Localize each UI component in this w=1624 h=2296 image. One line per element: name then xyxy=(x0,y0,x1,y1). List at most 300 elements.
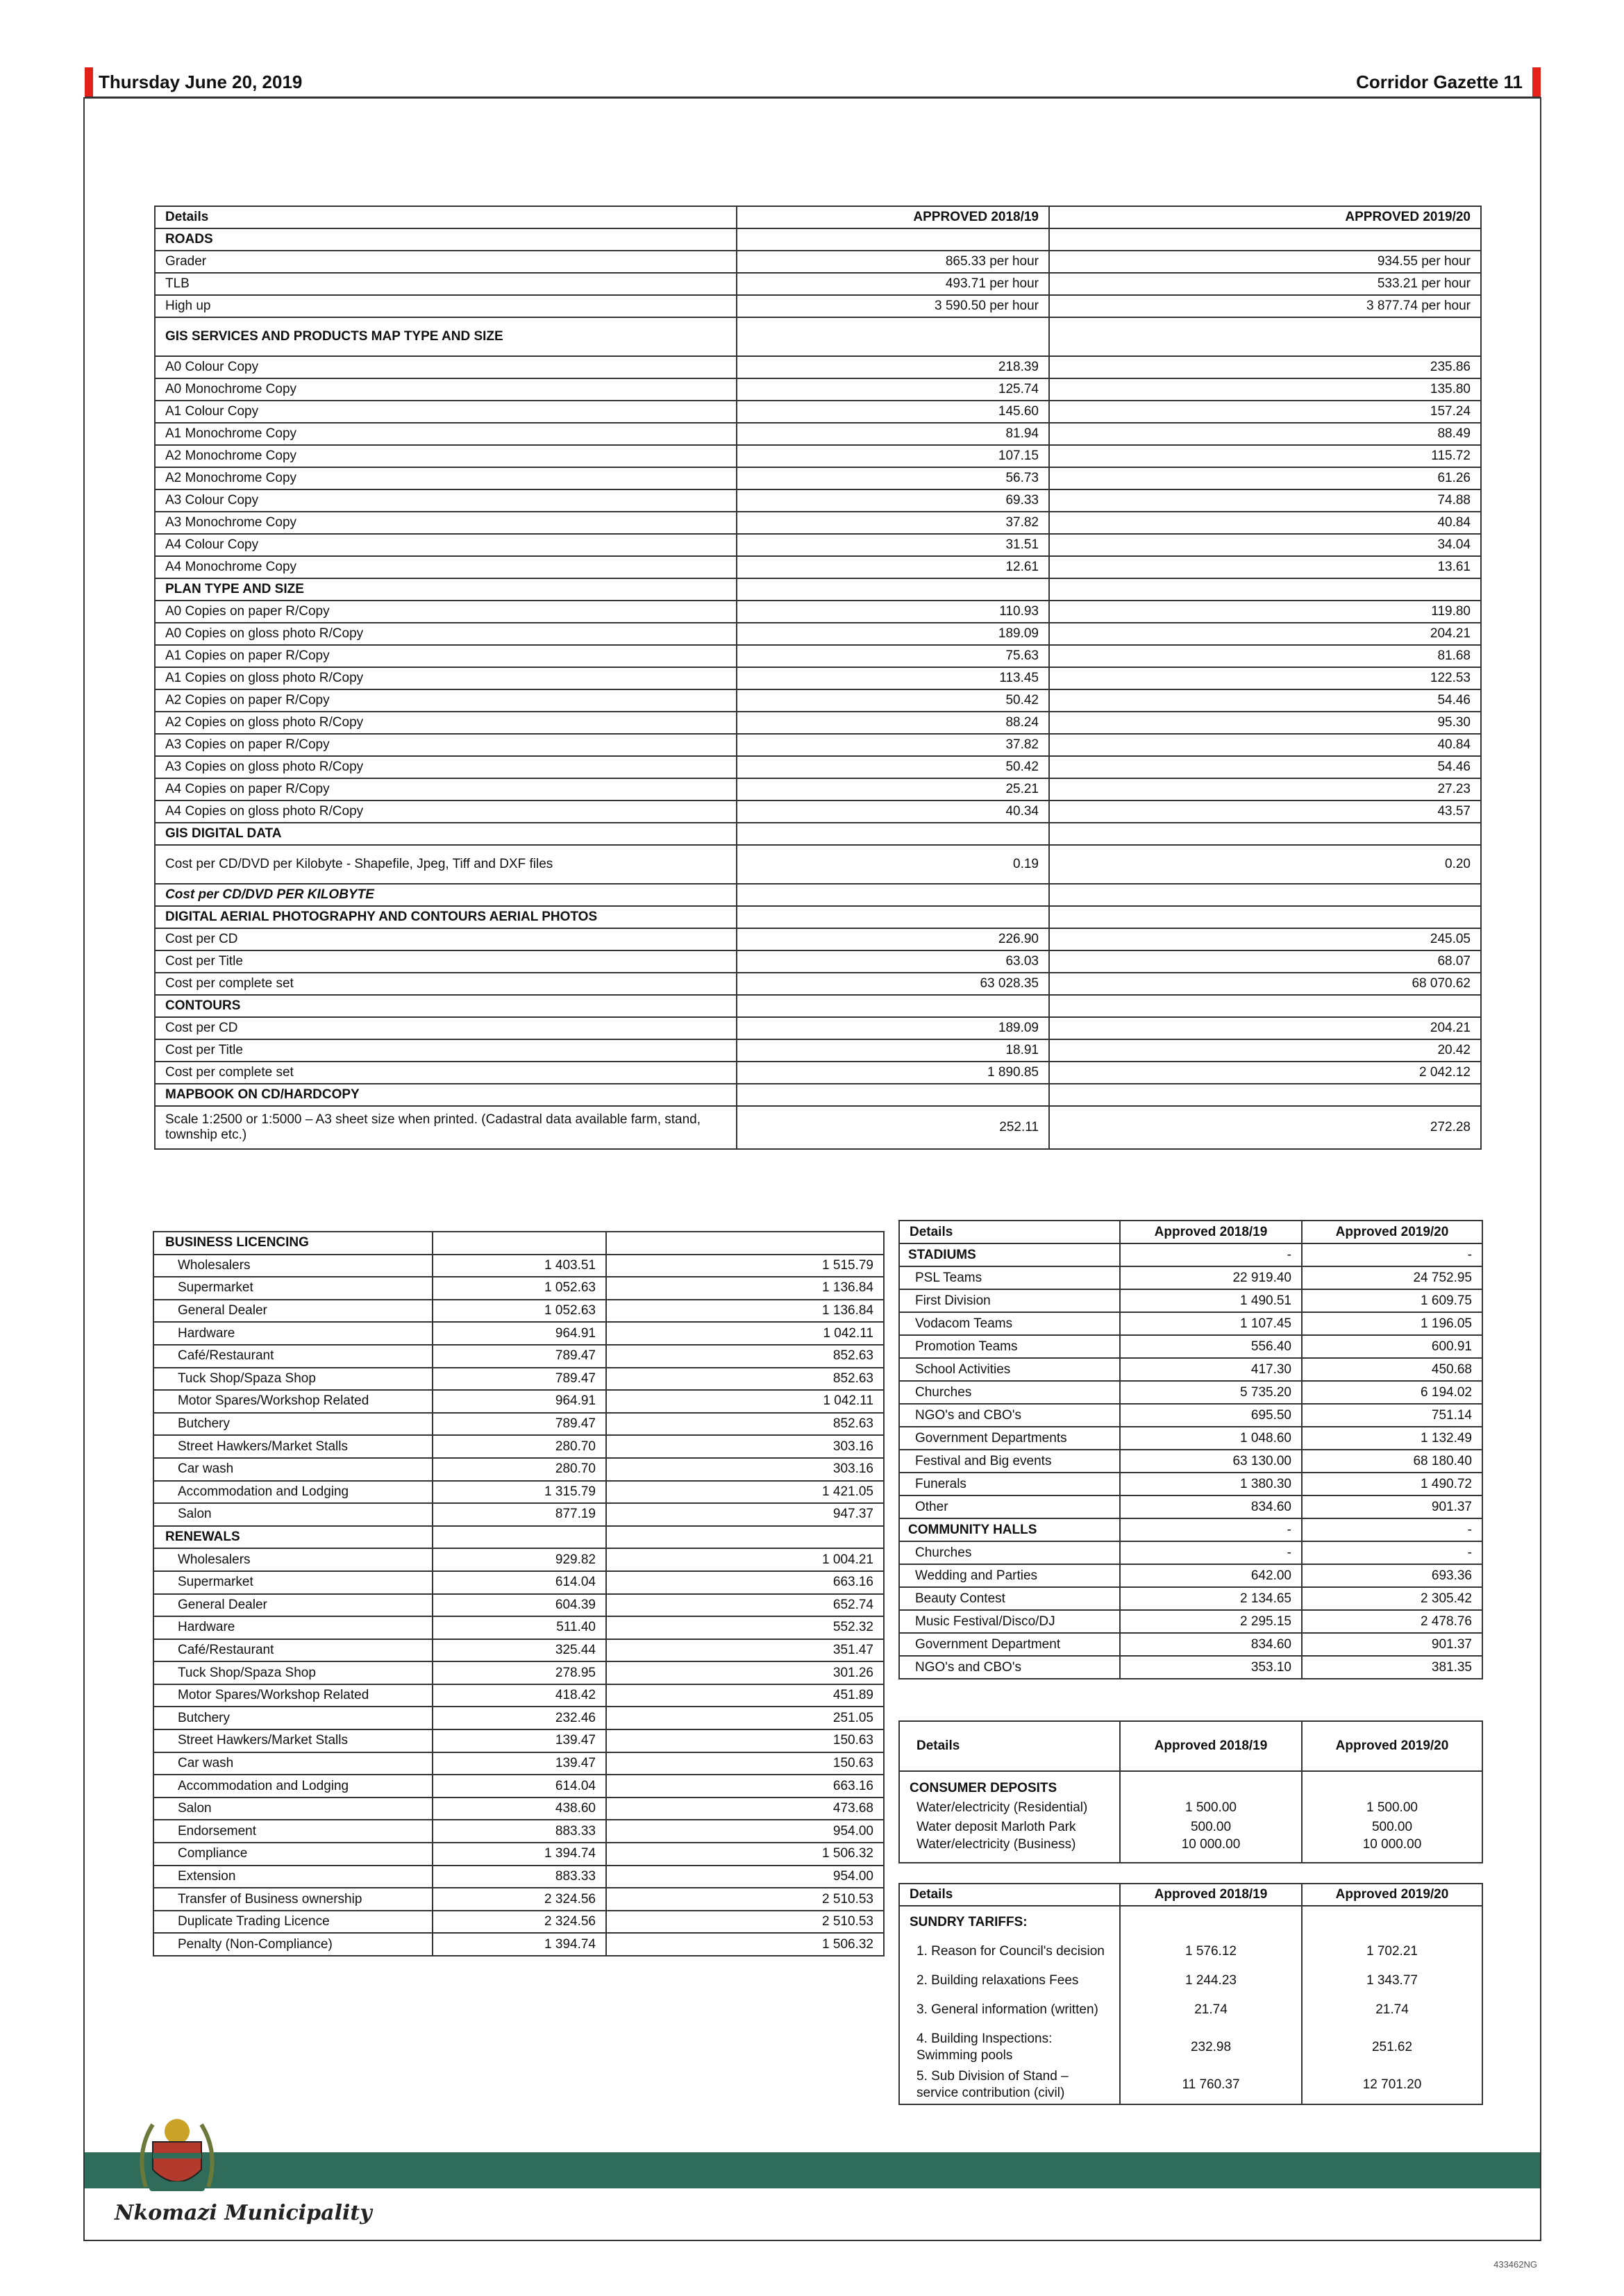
row-label: Cost per CD xyxy=(155,1017,737,1039)
row-label: Duplicate Trading Licence xyxy=(153,1911,433,1934)
row-label: 3. General information (written) xyxy=(899,1991,1120,2029)
value-2019-20: 381.35 xyxy=(1302,1656,1482,1679)
value-2018-19: 113.45 xyxy=(737,667,1049,689)
value-2018-19: 789.47 xyxy=(433,1345,606,1368)
value-2019-20: 54.46 xyxy=(1049,756,1481,778)
row-label: Government Department xyxy=(899,1633,1120,1656)
value-2019-20: 1 506.32 xyxy=(606,1933,884,1956)
row-label: Tuck Shop/Spaza Shop xyxy=(153,1661,433,1684)
value-2018-19: 218.39 xyxy=(737,356,1049,378)
value-2019-20: 61.26 xyxy=(1049,467,1481,489)
value-2019-20: 934.55 per hour xyxy=(1049,251,1481,273)
table-row xyxy=(155,1039,1481,1062)
table-row xyxy=(155,667,1481,689)
section-label: SUNDRY TARIFFS: xyxy=(899,1906,1120,1933)
row-label: Supermarket xyxy=(153,1277,433,1300)
value-2019-20: 451.89 xyxy=(606,1684,884,1707)
table-row xyxy=(153,1866,884,1888)
section-label: Scale 1:2500 or 1:5000 – A3 sheet size when printed. (Cadastral data available farm, stand, township etc.) xyxy=(155,1106,737,1149)
value-2019-20: 1 421.05 xyxy=(606,1481,884,1504)
section-label: BUSINESS LICENCING xyxy=(153,1232,433,1255)
table-row xyxy=(153,1775,884,1798)
table-row xyxy=(153,1548,884,1571)
table-row xyxy=(153,1911,884,1934)
value-2019-20: 954.00 xyxy=(606,1820,884,1843)
table-row xyxy=(155,295,1481,317)
table-row xyxy=(155,950,1481,973)
table-row xyxy=(155,378,1481,401)
row-label: Motor Spares/Workshop Related xyxy=(153,1684,433,1707)
municipality-name: Nkomazi Municipality xyxy=(115,2201,372,2225)
business-licencing-table xyxy=(153,1231,885,1956)
column-header: Details xyxy=(155,206,737,228)
row-label: Cost per complete set xyxy=(155,1062,737,1084)
value-2018-19: 75.63 xyxy=(737,645,1049,667)
value-2019-20 xyxy=(1049,317,1481,356)
value-2018-19: 81.94 xyxy=(737,423,1049,445)
value-2019-20 xyxy=(606,1526,884,1549)
row-label: Compliance xyxy=(153,1843,433,1866)
value-2018-19: 110.93 xyxy=(737,601,1049,623)
row-label: Funerals xyxy=(899,1473,1120,1495)
value-2018-19: 353.10 xyxy=(1120,1656,1302,1679)
table-row xyxy=(155,423,1481,445)
value-2019-20: 95.30 xyxy=(1049,712,1481,734)
value-2018-19: 877.19 xyxy=(433,1503,606,1526)
section-label: STADIUMS xyxy=(899,1243,1120,1266)
value-2019-20: 351.47 xyxy=(606,1639,884,1662)
value-2018-19: 1 403.51 xyxy=(433,1255,606,1277)
row-label: Butchery xyxy=(153,1707,433,1729)
row-label: Water/electricity (Residential) xyxy=(899,1798,1120,1818)
value-2019-20: 10 000.00 xyxy=(1302,1837,1482,1863)
value-2019-20: 751.14 xyxy=(1302,1404,1482,1427)
value-2018-19: 37.82 xyxy=(737,512,1049,534)
table-row xyxy=(899,1266,1482,1289)
table-row xyxy=(153,1820,884,1843)
value-2019-20: 1 490.72 xyxy=(1302,1473,1482,1495)
value-2019-20: 119.80 xyxy=(1049,601,1481,623)
row-label: Government Departments xyxy=(899,1427,1120,1450)
table-row xyxy=(153,1390,884,1413)
value-2019-20: 12 701.20 xyxy=(1302,2066,1482,2104)
value-2018-19: 614.04 xyxy=(433,1775,606,1798)
value-2019-20: 235.86 xyxy=(1049,356,1481,378)
section-row xyxy=(899,1906,1482,1933)
value-2019-20: 901.37 xyxy=(1302,1633,1482,1656)
section-row xyxy=(155,578,1481,601)
section-label: ROADS xyxy=(155,228,737,251)
table-row xyxy=(899,1495,1482,1518)
value-2019-20: 1 132.49 xyxy=(1302,1427,1482,1450)
table-row xyxy=(153,1684,884,1707)
section-row xyxy=(899,1518,1482,1541)
value-2019-20: 2 305.42 xyxy=(1302,1587,1482,1610)
value-2018-19: 22 919.40 xyxy=(1120,1266,1302,1289)
value-2018-19: 1 315.79 xyxy=(433,1481,606,1504)
table-row xyxy=(153,1933,884,1956)
row-label: Street Hawkers/Market Stalls xyxy=(153,1435,433,1458)
value-2018-19: 789.47 xyxy=(433,1413,606,1436)
table-row xyxy=(153,1368,884,1391)
table-row xyxy=(155,273,1481,295)
row-label: A1 Copies on gloss photo R/Copy xyxy=(155,667,737,689)
value-2019-20: 43.57 xyxy=(1049,801,1481,823)
section-row xyxy=(155,906,1481,928)
table-row xyxy=(153,1322,884,1345)
value-2018-19: 789.47 xyxy=(433,1368,606,1391)
value-2019-20: 1 136.84 xyxy=(606,1300,884,1323)
row-label: Hardware xyxy=(153,1616,433,1639)
value-2018-19: 695.50 xyxy=(1120,1404,1302,1427)
value-2018-19: 883.33 xyxy=(433,1820,606,1843)
value-2018-19: 865.33 per hour xyxy=(737,251,1049,273)
value-2019-20: 947.37 xyxy=(606,1503,884,1526)
table-header-row xyxy=(899,1721,1482,1771)
section-label: Cost per CD/DVD per Kilobyte - Shapefile, Jpeg, Tiff and DXF files xyxy=(155,845,737,884)
table-row xyxy=(153,1571,884,1594)
table-row xyxy=(153,1277,884,1300)
table-row xyxy=(899,1656,1482,1679)
table-row xyxy=(899,1404,1482,1427)
row-label: Street Hawkers/Market Stalls xyxy=(153,1729,433,1752)
value-2018-19: 1 490.51 xyxy=(1120,1289,1302,1312)
value-2018-19: 278.95 xyxy=(433,1661,606,1684)
value-2018-19: 252.11 xyxy=(737,1106,1049,1149)
value-2018-19: 88.24 xyxy=(737,712,1049,734)
table-row xyxy=(155,973,1481,995)
value-2019-20 xyxy=(606,1232,884,1255)
value-2018-19 xyxy=(737,884,1049,906)
section-label: DIGITAL AERIAL PHOTOGRAPHY AND CONTOURS AERIAL PHOTOS xyxy=(155,906,737,928)
value-2018-19: 2 295.15 xyxy=(1120,1610,1302,1633)
section-label: CONTOURS xyxy=(155,995,737,1017)
table-row xyxy=(899,1837,1482,1863)
table-row xyxy=(155,689,1481,712)
row-label: Café/Restaurant xyxy=(153,1345,433,1368)
table-row xyxy=(899,1610,1482,1633)
value-2018-19 xyxy=(433,1232,606,1255)
value-2019-20: 1 506.32 xyxy=(606,1843,884,1866)
value-2018-19: 964.91 xyxy=(433,1390,606,1413)
value-2019-20: 20.42 xyxy=(1049,1039,1481,1062)
value-2019-20: 303.16 xyxy=(606,1458,884,1481)
table-row xyxy=(153,1639,884,1662)
row-label: Motor Spares/Workshop Related xyxy=(153,1390,433,1413)
page-header xyxy=(85,67,1541,99)
value-2018-19: 1 500.00 xyxy=(1120,1798,1302,1818)
row-label: A4 Copies on paper R/Copy xyxy=(155,778,737,801)
table-row xyxy=(899,1970,1482,1991)
row-label: A0 Copies on gloss photo R/Copy xyxy=(155,623,737,645)
value-2019-20: 301.26 xyxy=(606,1661,884,1684)
table-row xyxy=(153,1458,884,1481)
table-header-row xyxy=(899,1884,1482,1906)
section-label: RENEWALS xyxy=(153,1526,433,1549)
value-2019-20 xyxy=(1049,995,1481,1017)
value-2019-20: 21.74 xyxy=(1302,1991,1482,2029)
municipal-crest-logo xyxy=(132,2104,222,2208)
table-row xyxy=(155,534,1481,556)
value-2019-20: 54.46 xyxy=(1049,689,1481,712)
value-2018-19: 2 134.65 xyxy=(1120,1587,1302,1610)
value-2018-19 xyxy=(737,228,1049,251)
row-label: Penalty (Non-Compliance) xyxy=(153,1933,433,1956)
row-label: Churches xyxy=(899,1541,1120,1564)
value-2018-19: 31.51 xyxy=(737,534,1049,556)
row-label: 2. Building relaxations Fees xyxy=(899,1970,1120,1991)
table-row xyxy=(153,1300,884,1323)
table-row xyxy=(155,356,1481,378)
column-header: Details xyxy=(899,1221,1120,1243)
column-header: Approved 2019/20 xyxy=(1302,1721,1482,1771)
value-2018-19: 226.90 xyxy=(737,928,1049,950)
value-2019-20: 150.63 xyxy=(606,1729,884,1752)
row-label: Other xyxy=(899,1495,1120,1518)
value-2019-20: 135.80 xyxy=(1049,378,1481,401)
row-label: A4 Monochrome Copy xyxy=(155,556,737,578)
row-label: Promotion Teams xyxy=(899,1335,1120,1358)
value-2018-19: 1 107.45 xyxy=(1120,1312,1302,1335)
row-label: Salon xyxy=(153,1798,433,1820)
value-2018-19 xyxy=(433,1526,606,1549)
value-2019-20 xyxy=(1049,884,1481,906)
value-2018-19: 280.70 xyxy=(433,1458,606,1481)
value-2018-19: 2 324.56 xyxy=(433,1911,606,1934)
value-2018-19: 56.73 xyxy=(737,467,1049,489)
value-2019-20: 1 196.05 xyxy=(1302,1312,1482,1335)
value-2018-19: 50.42 xyxy=(737,689,1049,712)
table-row xyxy=(899,1933,1482,1970)
value-2018-19 xyxy=(737,317,1049,356)
value-2018-19: 1 576.12 xyxy=(1120,1933,1302,1970)
value-2018-19: 10 000.00 xyxy=(1120,1837,1302,1863)
value-2019-20: 157.24 xyxy=(1049,401,1481,423)
value-2018-19: 883.33 xyxy=(433,1866,606,1888)
table-row xyxy=(899,1450,1482,1473)
section-row xyxy=(899,1243,1482,1266)
value-2018-19: 417.30 xyxy=(1120,1358,1302,1381)
value-2018-19: 500.00 xyxy=(1120,1818,1302,1837)
section-row xyxy=(155,228,1481,251)
value-2018-19: 189.09 xyxy=(737,623,1049,645)
value-2019-20: 1 042.11 xyxy=(606,1322,884,1345)
value-2018-19: 1 394.74 xyxy=(433,1933,606,1956)
table-header-row xyxy=(899,1221,1482,1243)
table-row xyxy=(153,1255,884,1277)
row-label: Supermarket xyxy=(153,1571,433,1594)
row-label: A4 Colour Copy xyxy=(155,534,737,556)
row-label: PSL Teams xyxy=(899,1266,1120,1289)
table-row xyxy=(155,251,1481,273)
value-2018-19: - xyxy=(1120,1518,1302,1541)
table-row xyxy=(899,1541,1482,1564)
row-label: Water deposit Marloth Park xyxy=(899,1818,1120,1837)
row-label: Butchery xyxy=(153,1413,433,1436)
value-2019-20: 1 343.77 xyxy=(1302,1970,1482,1991)
value-2018-19: 1 052.63 xyxy=(433,1300,606,1323)
value-2019-20: 1 609.75 xyxy=(1302,1289,1482,1312)
section-label: Cost per CD/DVD PER KILOBYTE xyxy=(155,884,737,906)
table-row xyxy=(899,1587,1482,1610)
value-2018-19: 964.91 xyxy=(433,1322,606,1345)
value-2019-20: 245.05 xyxy=(1049,928,1481,950)
table-row xyxy=(899,1335,1482,1358)
value-2019-20: 251.05 xyxy=(606,1707,884,1729)
table-row xyxy=(899,1289,1482,1312)
value-2019-20: 81.68 xyxy=(1049,645,1481,667)
value-2018-19: 11 760.37 xyxy=(1120,2066,1302,2104)
column-header: Approved 2019/20 xyxy=(1302,1221,1482,1243)
section-row xyxy=(155,995,1481,1017)
column-header: Approved 2019/20 xyxy=(1302,1884,1482,1906)
column-header: Details xyxy=(899,1884,1120,1906)
row-label: Hardware xyxy=(153,1322,433,1345)
column-header: Approved 2018/19 xyxy=(1120,1221,1302,1243)
row-label: NGO's and CBO's xyxy=(899,1404,1120,1427)
value-2018-19: 834.60 xyxy=(1120,1633,1302,1656)
value-2018-19: 3 590.50 per hour xyxy=(737,295,1049,317)
value-2019-20: 3 877.74 per hour xyxy=(1049,295,1481,317)
value-2018-19: - xyxy=(1120,1243,1302,1266)
value-2018-19 xyxy=(737,578,1049,601)
value-2018-19: - xyxy=(1120,1541,1302,1564)
row-label: A4 Copies on gloss photo R/Copy xyxy=(155,801,737,823)
value-2019-20: 2 510.53 xyxy=(606,1888,884,1911)
value-2019-20 xyxy=(1049,1084,1481,1106)
value-2019-20: 852.63 xyxy=(606,1368,884,1391)
row-label: Cost per Title xyxy=(155,950,737,973)
table-row xyxy=(153,1413,884,1436)
row-label: High up xyxy=(155,295,737,317)
value-2018-19: 25.21 xyxy=(737,778,1049,801)
value-2018-19: 418.42 xyxy=(433,1684,606,1707)
table-row xyxy=(153,1345,884,1368)
value-2018-19: 1 380.30 xyxy=(1120,1473,1302,1495)
value-2019-20: 852.63 xyxy=(606,1345,884,1368)
value-2019-20: 0.20 xyxy=(1049,845,1481,884)
column-header: Details xyxy=(899,1721,1120,1771)
header-accent-right xyxy=(1532,67,1541,97)
row-label: Vodacom Teams xyxy=(899,1312,1120,1335)
table-row xyxy=(155,467,1481,489)
value-2019-20: 204.21 xyxy=(1049,1017,1481,1039)
value-2019-20: 40.84 xyxy=(1049,512,1481,534)
value-2019-20 xyxy=(1049,906,1481,928)
value-2018-19: 63 028.35 xyxy=(737,973,1049,995)
value-2019-20: - xyxy=(1302,1243,1482,1266)
value-2018-19: 50.42 xyxy=(737,756,1049,778)
value-2018-19: 139.47 xyxy=(433,1729,606,1752)
section-row xyxy=(155,823,1481,845)
value-2019-20: 500.00 xyxy=(1302,1818,1482,1837)
value-2018-19: 604.39 xyxy=(433,1594,606,1617)
value-2019-20: 954.00 xyxy=(606,1866,884,1888)
table-row xyxy=(899,2029,1482,2066)
section-row xyxy=(155,317,1481,356)
table-row xyxy=(899,1633,1482,1656)
value-2019-20: 68.07 xyxy=(1049,950,1481,973)
column-header: Approved 2018/19 xyxy=(1120,1884,1302,1906)
row-label: A2 Monochrome Copy xyxy=(155,445,737,467)
value-2019-20: 74.88 xyxy=(1049,489,1481,512)
row-label: A3 Copies on gloss photo R/Copy xyxy=(155,756,737,778)
value-2019-20: 40.84 xyxy=(1049,734,1481,756)
table-row xyxy=(155,489,1481,512)
paper-name-page: Corridor Gazette 11 xyxy=(1356,72,1523,92)
table-row xyxy=(155,734,1481,756)
column-header: Approved 2018/19 xyxy=(1120,1721,1302,1771)
table-row xyxy=(899,2066,1482,2104)
value-2019-20: 552.32 xyxy=(606,1616,884,1639)
value-2018-19: 145.60 xyxy=(737,401,1049,423)
value-2018-19: 21.74 xyxy=(1120,1991,1302,2029)
row-label: 1. Reason for Council's decision xyxy=(899,1933,1120,1970)
value-2019-20: 1 702.21 xyxy=(1302,1933,1482,1970)
row-label: Water/electricity (Business) xyxy=(899,1837,1120,1863)
value-2019-20: 122.53 xyxy=(1049,667,1481,689)
row-label: Beauty Contest xyxy=(899,1587,1120,1610)
table-row xyxy=(155,445,1481,467)
row-label: General Dealer xyxy=(153,1300,433,1323)
value-2018-19: 18.91 xyxy=(737,1039,1049,1062)
row-label: Extension xyxy=(153,1866,433,1888)
table-row xyxy=(899,1312,1482,1335)
value-2018-19: 1 052.63 xyxy=(433,1277,606,1300)
value-2019-20 xyxy=(1049,228,1481,251)
table-row xyxy=(153,1752,884,1775)
row-label: Grader xyxy=(155,251,737,273)
value-2019-20: 2 510.53 xyxy=(606,1911,884,1934)
table-row xyxy=(155,778,1481,801)
value-2018-19: 139.47 xyxy=(433,1752,606,1775)
section-row xyxy=(153,1232,884,1255)
table-row xyxy=(153,1435,884,1458)
row-label: General Dealer xyxy=(153,1594,433,1617)
row-label: A1 Monochrome Copy xyxy=(155,423,737,445)
table-row xyxy=(155,645,1481,667)
value-2018-19: 63 130.00 xyxy=(1120,1450,1302,1473)
row-label: A1 Colour Copy xyxy=(155,401,737,423)
row-label: A2 Copies on paper R/Copy xyxy=(155,689,737,712)
row-label: Music Festival/Disco/DJ xyxy=(899,1610,1120,1633)
row-label: Tuck Shop/Spaza Shop xyxy=(153,1368,433,1391)
header-accent-left xyxy=(85,67,93,97)
value-2019-20: 473.68 xyxy=(606,1798,884,1820)
value-2018-19 xyxy=(737,823,1049,845)
row-label: Wholesalers xyxy=(153,1548,433,1571)
value-2018-19: 232.98 xyxy=(1120,2029,1302,2066)
table-header-row xyxy=(155,206,1481,228)
value-2018-19: 1 890.85 xyxy=(737,1062,1049,1084)
value-2019-20: 204.21 xyxy=(1049,623,1481,645)
value-2019-20: 652.74 xyxy=(606,1594,884,1617)
table-row xyxy=(153,1729,884,1752)
value-2018-19: 493.71 per hour xyxy=(737,273,1049,295)
value-2018-19: 642.00 xyxy=(1120,1564,1302,1587)
value-2019-20: - xyxy=(1302,1518,1482,1541)
value-2019-20: 600.91 xyxy=(1302,1335,1482,1358)
table-row xyxy=(155,556,1481,578)
value-2018-19: 325.44 xyxy=(433,1639,606,1662)
value-2019-20: 663.16 xyxy=(606,1571,884,1594)
value-2018-19: 280.70 xyxy=(433,1435,606,1458)
value-2018-19: 232.46 xyxy=(433,1707,606,1729)
row-label: Accommodation and Lodging xyxy=(153,1481,433,1504)
row-label: A3 Copies on paper R/Copy xyxy=(155,734,737,756)
value-2019-20: 1 136.84 xyxy=(606,1277,884,1300)
value-2019-20: 1 500.00 xyxy=(1302,1798,1482,1818)
